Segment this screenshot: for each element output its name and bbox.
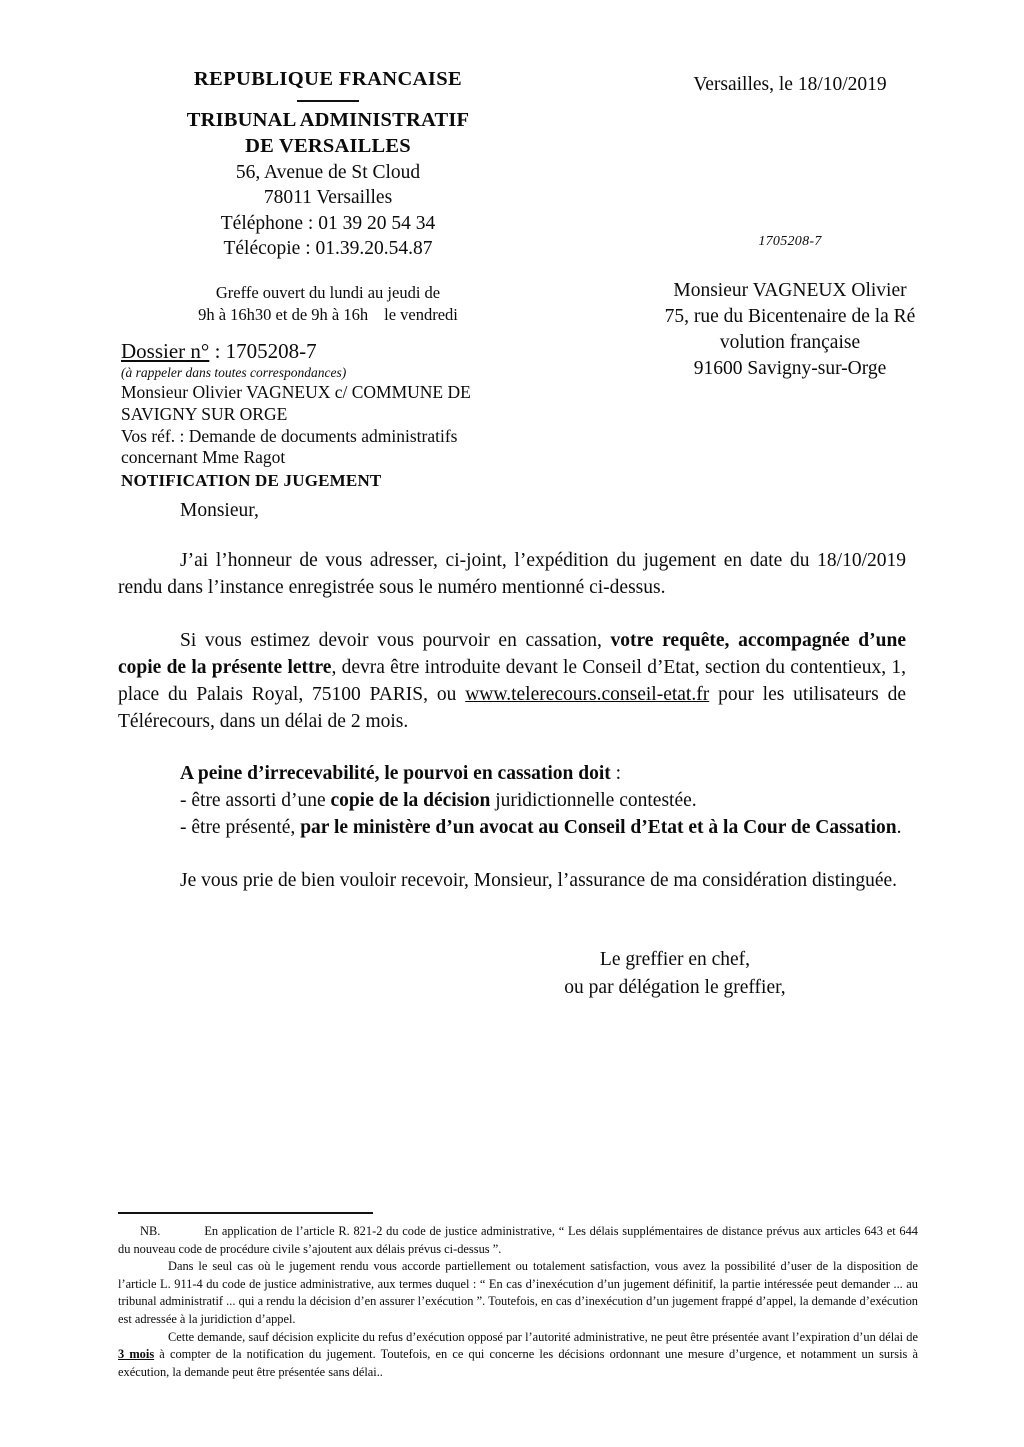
requirement-bullet-1-part1: - être assorti d’une [180, 790, 331, 812]
notification-title: NOTIFICATION DE JUGEMENT [121, 471, 382, 491]
cassation-intro-part3: pour les utilisateurs de Télérecours, dans un délai de 2 mois. [118, 683, 906, 732]
court-fax: Télécopie : 01.39.20.54.87 [223, 237, 433, 259]
court-address-street: 56, Avenue de St Cloud [235, 161, 421, 183]
court-name-line2: DE VERSAILLES [245, 135, 411, 158]
footnote-paragraph-3-part1: Cette demande, sauf décision explicite du refus d’exécution opposé par l’autorité administrative, ne peut être présentée avant l’expiration d’un délai de [168, 1329, 918, 1344]
requirement-bullet-2-emphasis: par le ministère d’un avocat au Conseil d’Etat et à la Cour de Cassation [300, 817, 897, 839]
case-reference-small: 1705208-7 [758, 234, 822, 249]
requirement-bullet-2-part2: . [896, 817, 902, 839]
salutation: Monsieur, [180, 500, 259, 521]
greffe-hours [118, 282, 538, 327]
dossier-label: Dossier n° [121, 339, 210, 363]
recipient-address-line2: volution française [719, 331, 861, 353]
greffe-hours-friday: le vendredi [384, 305, 458, 325]
letter-body [118, 500, 906, 921]
cassation-requirements [180, 761, 906, 842]
dossier-recall-note: (à rappeler dans toutes correspondances) [121, 365, 347, 381]
court-phone: Téléphone : 01 39 20 54 34 [220, 212, 436, 234]
dossier-number: 1705208-7 [225, 339, 317, 363]
your-reference-line2: concernant Mme Ragot [121, 447, 286, 468]
footnote-paragraph-1-text: En application de l’article R. 821-2 du code de justice administrative, “ Les délais supplémentaires de distance prévus aux articles 643 et 644 du nouveau code de procédure civile s’ajoutent aux délais prévus ci-dessus ”. [118, 1224, 918, 1256]
greffe-hours-line1: Greffe ouvert du lundi au jeudi de [215, 283, 441, 302]
republic-title: REPUBLIQUE FRANCAISE [193, 68, 463, 90]
footnote-divider [118, 1212, 373, 1214]
footnote-paragraph-3-part2: à compter de la notification du jugement. Toutefois, en ce qui concerne les décisions ordonnant une mesure d’urgence, et notamment un sursis à exécution, la demande peut être présentée sans délai.. [118, 1347, 918, 1379]
cassation-requirements-heading: A peine d’irrecevabilité, le pourvoi en cassation doit [180, 763, 611, 785]
court-address-city: 78011 Versailles [263, 187, 393, 209]
your-reference-line1: Vos réf. : Demande de documents administratifs [121, 425, 458, 446]
footnote-paragraph-2 [118, 1258, 918, 1328]
cassation-intro-emphasis: votre requête, accompagnée d’une copie de la présente lettre [118, 629, 906, 678]
cassation-intro-part2: , devra être introduite devant le Conseil d’Etat, section du contentieux, 1, place du Palais Royal, 75100 PARIS, ou [118, 656, 906, 705]
recipient-address-line1: 75, rue du Bicentenaire de la Ré [664, 305, 916, 327]
paragraph-expedition-text: J’ai l’honneur de vous adresser, ci-joint, l’expédition du jugement en date du 18/10/2019 rendu dans l’instance enregistrée sous le numéro mentionné ci-dessus. [118, 550, 906, 598]
recipient-address-block [600, 278, 980, 382]
requirement-bullet-2-part1: - être présenté, [180, 817, 301, 839]
footnote-nb-label: NB. [140, 1224, 161, 1238]
footnote-paragraph-3 [118, 1329, 918, 1382]
signature-line1: Le greffier en chef, [599, 949, 751, 970]
requirement-bullet-1-emphasis: copie de la décision [330, 790, 491, 812]
footnote-paragraph-2-text: Dans le seul cas où le jugement rendu vous accorde partiellement ou totalement satisfaction, vous avez la possibilité d’user de la disposition de l’article L. 911-4 du code de justice administrative, aux termes duquel : “ En cas d’inexécution d’un jugement définitif, la partie intéressée peut demander ... au tribunal administratif ... qui a rendu la décision d’en assurer l’exécution ”. Toutefois, en cas d’inexécution d’un jugement frappé d’appel, la demande d’exécution est adressée à la juridiction d’appel. [118, 1259, 918, 1327]
footnote-paragraph-1 [118, 1223, 918, 1258]
signature-block [450, 946, 900, 1001]
letterhead-divider [297, 100, 359, 102]
dossier-line [121, 338, 641, 364]
parties-line2: SAVIGNY SUR ORGE [121, 403, 288, 424]
footnote-block [118, 1212, 918, 1381]
telerecours-link[interactable]: www.telerecours.conseil-etat.fr [465, 683, 710, 705]
cassation-intro-part1: Si vous estimez devoir vous pourvoir en cassation, [180, 629, 611, 651]
place-and-date: Versailles, le 18/10/2019 [693, 74, 887, 95]
reference-block [121, 338, 641, 491]
signature-line2: ou par délégation le greffier, [564, 976, 786, 998]
paragraph-closing [118, 868, 906, 895]
paragraph-expedition [118, 548, 906, 602]
cassation-requirements-heading-tail: : [610, 763, 622, 785]
footnote-delay-emphasis: 3 mois [118, 1347, 155, 1362]
court-name-line1: TRIBUNAL ADMINISTRATIF [186, 109, 470, 132]
requirement-bullet-1-part2: juridictionnelle contestée. [490, 790, 697, 812]
greffe-hours-line2 [118, 304, 538, 326]
paragraph-closing-text: Je vous prie de bien vouloir recevoir, Monsieur, l’assurance de ma considération distinguée. [180, 870, 898, 892]
greffe-hours-weekday: 9h à 16h30 et de 9h à 16h [198, 305, 369, 325]
recipient-name: Monsieur VAGNEUX Olivier [673, 280, 907, 301]
parties-line1: Monsieur Olivier VAGNEUX c/ COMMUNE DE [121, 381, 471, 402]
dossier-separator: : [209, 339, 226, 363]
letterhead [118, 66, 538, 261]
recipient-address-line3: 91600 Savigny-sur-Orge [693, 357, 887, 379]
paragraph-cassation-intro [118, 628, 906, 736]
